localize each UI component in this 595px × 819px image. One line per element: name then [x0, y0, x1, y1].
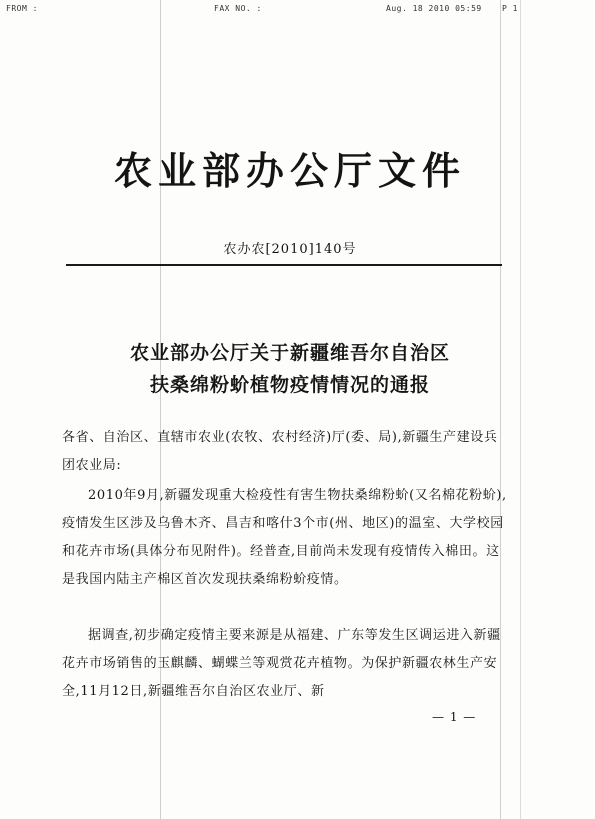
header-divider — [66, 264, 502, 266]
fax-datetime: Aug. 18 2010 05:59 — [386, 4, 482, 13]
fax-from-label: FROM : — [6, 4, 38, 13]
notice-title-line2: 扶桑绵粉蚧植物疫情情况的通报 — [149, 374, 430, 396]
salutation-paragraph: 各省、自治区、直辖市农业(农牧、农村经济)厅(委、局),新疆生产建设兵团农业局: — [62, 430, 498, 473]
body-paragraph: 据调查,初步确定疫情主要来源是从福建、广东等发生区调运进入新疆花卉市场销售的玉麒麟、蝴蝶兰等观赏花卉植物。为保护新疆农林生产安全,11月12日,新疆维吾尔自治区农业厅、新 — [62, 628, 501, 699]
notice-title-line1: 农业部办公厅关于新疆维吾尔自治区 — [129, 342, 450, 364]
scan-artifact-line — [520, 0, 521, 819]
issuer-title: 农业部办公厅文件 — [113, 148, 466, 193]
document-number: 农办农[2010]140号 — [223, 242, 357, 257]
body-paragraph: 2010年9月,新疆发现重大检疫性有害生物扶桑绵粉蚧(又名棉花粉蚧),疫情发生区涉及乌鲁木齐、昌吉和喀什3个市(州、地区)的温室、大学校园和花卉市场(具体分布见附件)。经普查,目前尚未发现有疫情传入棉田。这是我国内陆主产棉区首次发现扶桑绵粉蚧疫情。 — [62, 488, 507, 587]
page-number: — 1 — — [432, 710, 477, 724]
fax-header — [0, 4, 595, 18]
fax-page-indicator: P 1 — [502, 4, 518, 13]
fax-number-label: FAX NO. : — [214, 4, 262, 13]
